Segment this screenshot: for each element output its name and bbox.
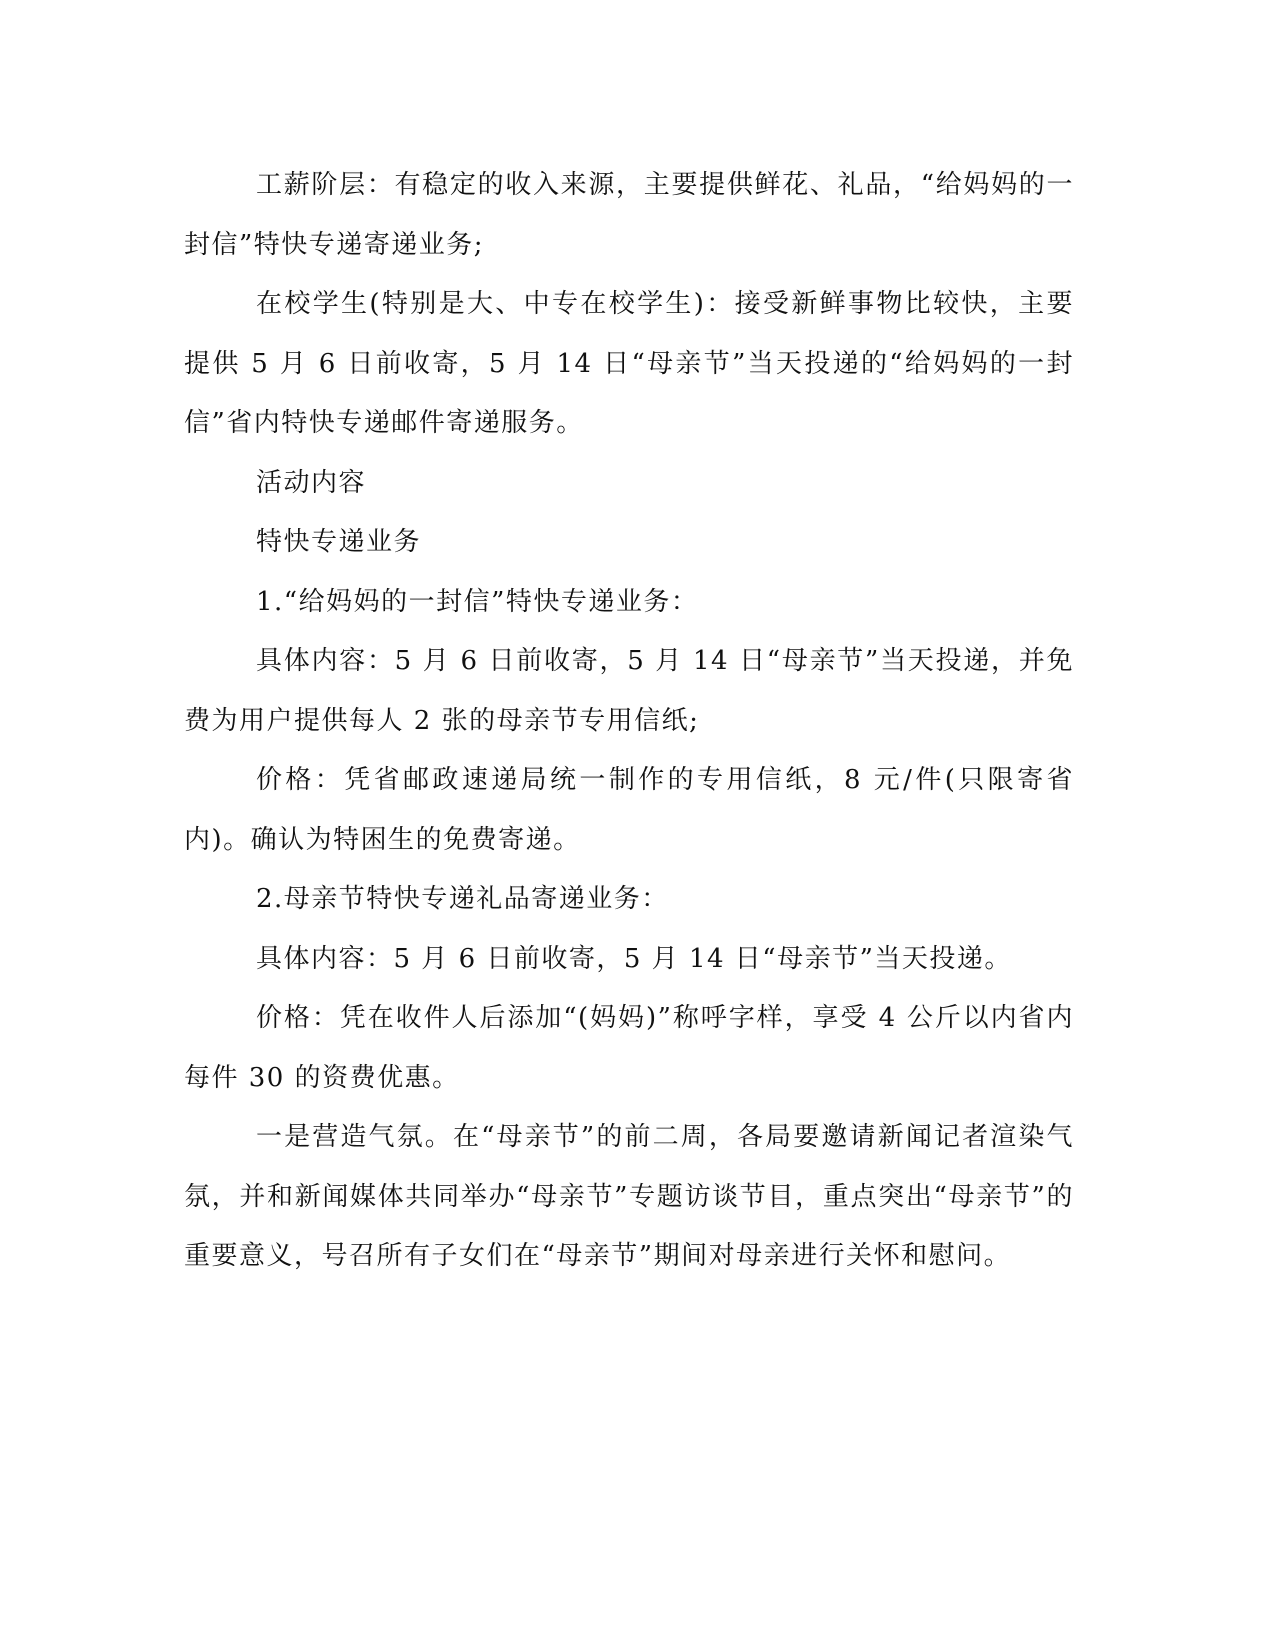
paragraph-letter-price: 价格：凭省邮政速递局统一制作的专用信纸，8 元/件(只限寄省内)。确认为特困生的免费寄递。 bbox=[184, 765, 1074, 855]
paragraph-salaried-class: 工薪阶层：有稳定的收入来源，主要提供鲜花、礼品，“给妈妈的一封信”特快专递寄递业务; bbox=[184, 170, 1074, 260]
paragraph-letter-details: 具体内容：5 月 6 日前收寄，5 月 14 日“母亲节”当天投递，并免费为用户提供每人 2 张的母亲节专用信纸; bbox=[184, 646, 1074, 736]
paragraph-gift-details: 具体内容：5 月 6 日前收寄，5 月 14 日“母亲节”当天投递。 bbox=[256, 943, 1012, 974]
paragraph-students: 在校学生(特别是大、中专在校学生)：接受新鲜事物比较快，主要提供 5 月 6 日前收寄，5 月 14 日“母亲节”当天投递的“给妈妈的一封信”省内特快专递邮件寄递服务。 bbox=[184, 289, 1074, 438]
heading-express-service: 特快专递业务 bbox=[256, 527, 422, 557]
heading-activity-content: 活动内容 bbox=[256, 467, 367, 498]
paragraph-atmosphere: 一是营造气氛。在“母亲节”的前二周，各局要邀请新闻记者渲染气氛，并和新闻媒体共同举办“母亲节”专题访谈节目，重点突出“母亲节”的重要意义，号召所有子女们在“母亲节”期间对母亲进行关怀和慰问。 bbox=[184, 1122, 1074, 1271]
document-body bbox=[184, 156, 1074, 1287]
item-letter-to-mom-service: 1.“给妈妈的一封信”特快专递业务： bbox=[256, 586, 699, 617]
item-gift-delivery-service: 2.母亲节特快专递礼品寄递业务： bbox=[256, 884, 669, 914]
paragraph-gift-price: 价格：凭在收件人后添加“(妈妈)”称呼字样，享受 4 公斤以内省内每件 30 的资费优惠。 bbox=[184, 1003, 1074, 1093]
